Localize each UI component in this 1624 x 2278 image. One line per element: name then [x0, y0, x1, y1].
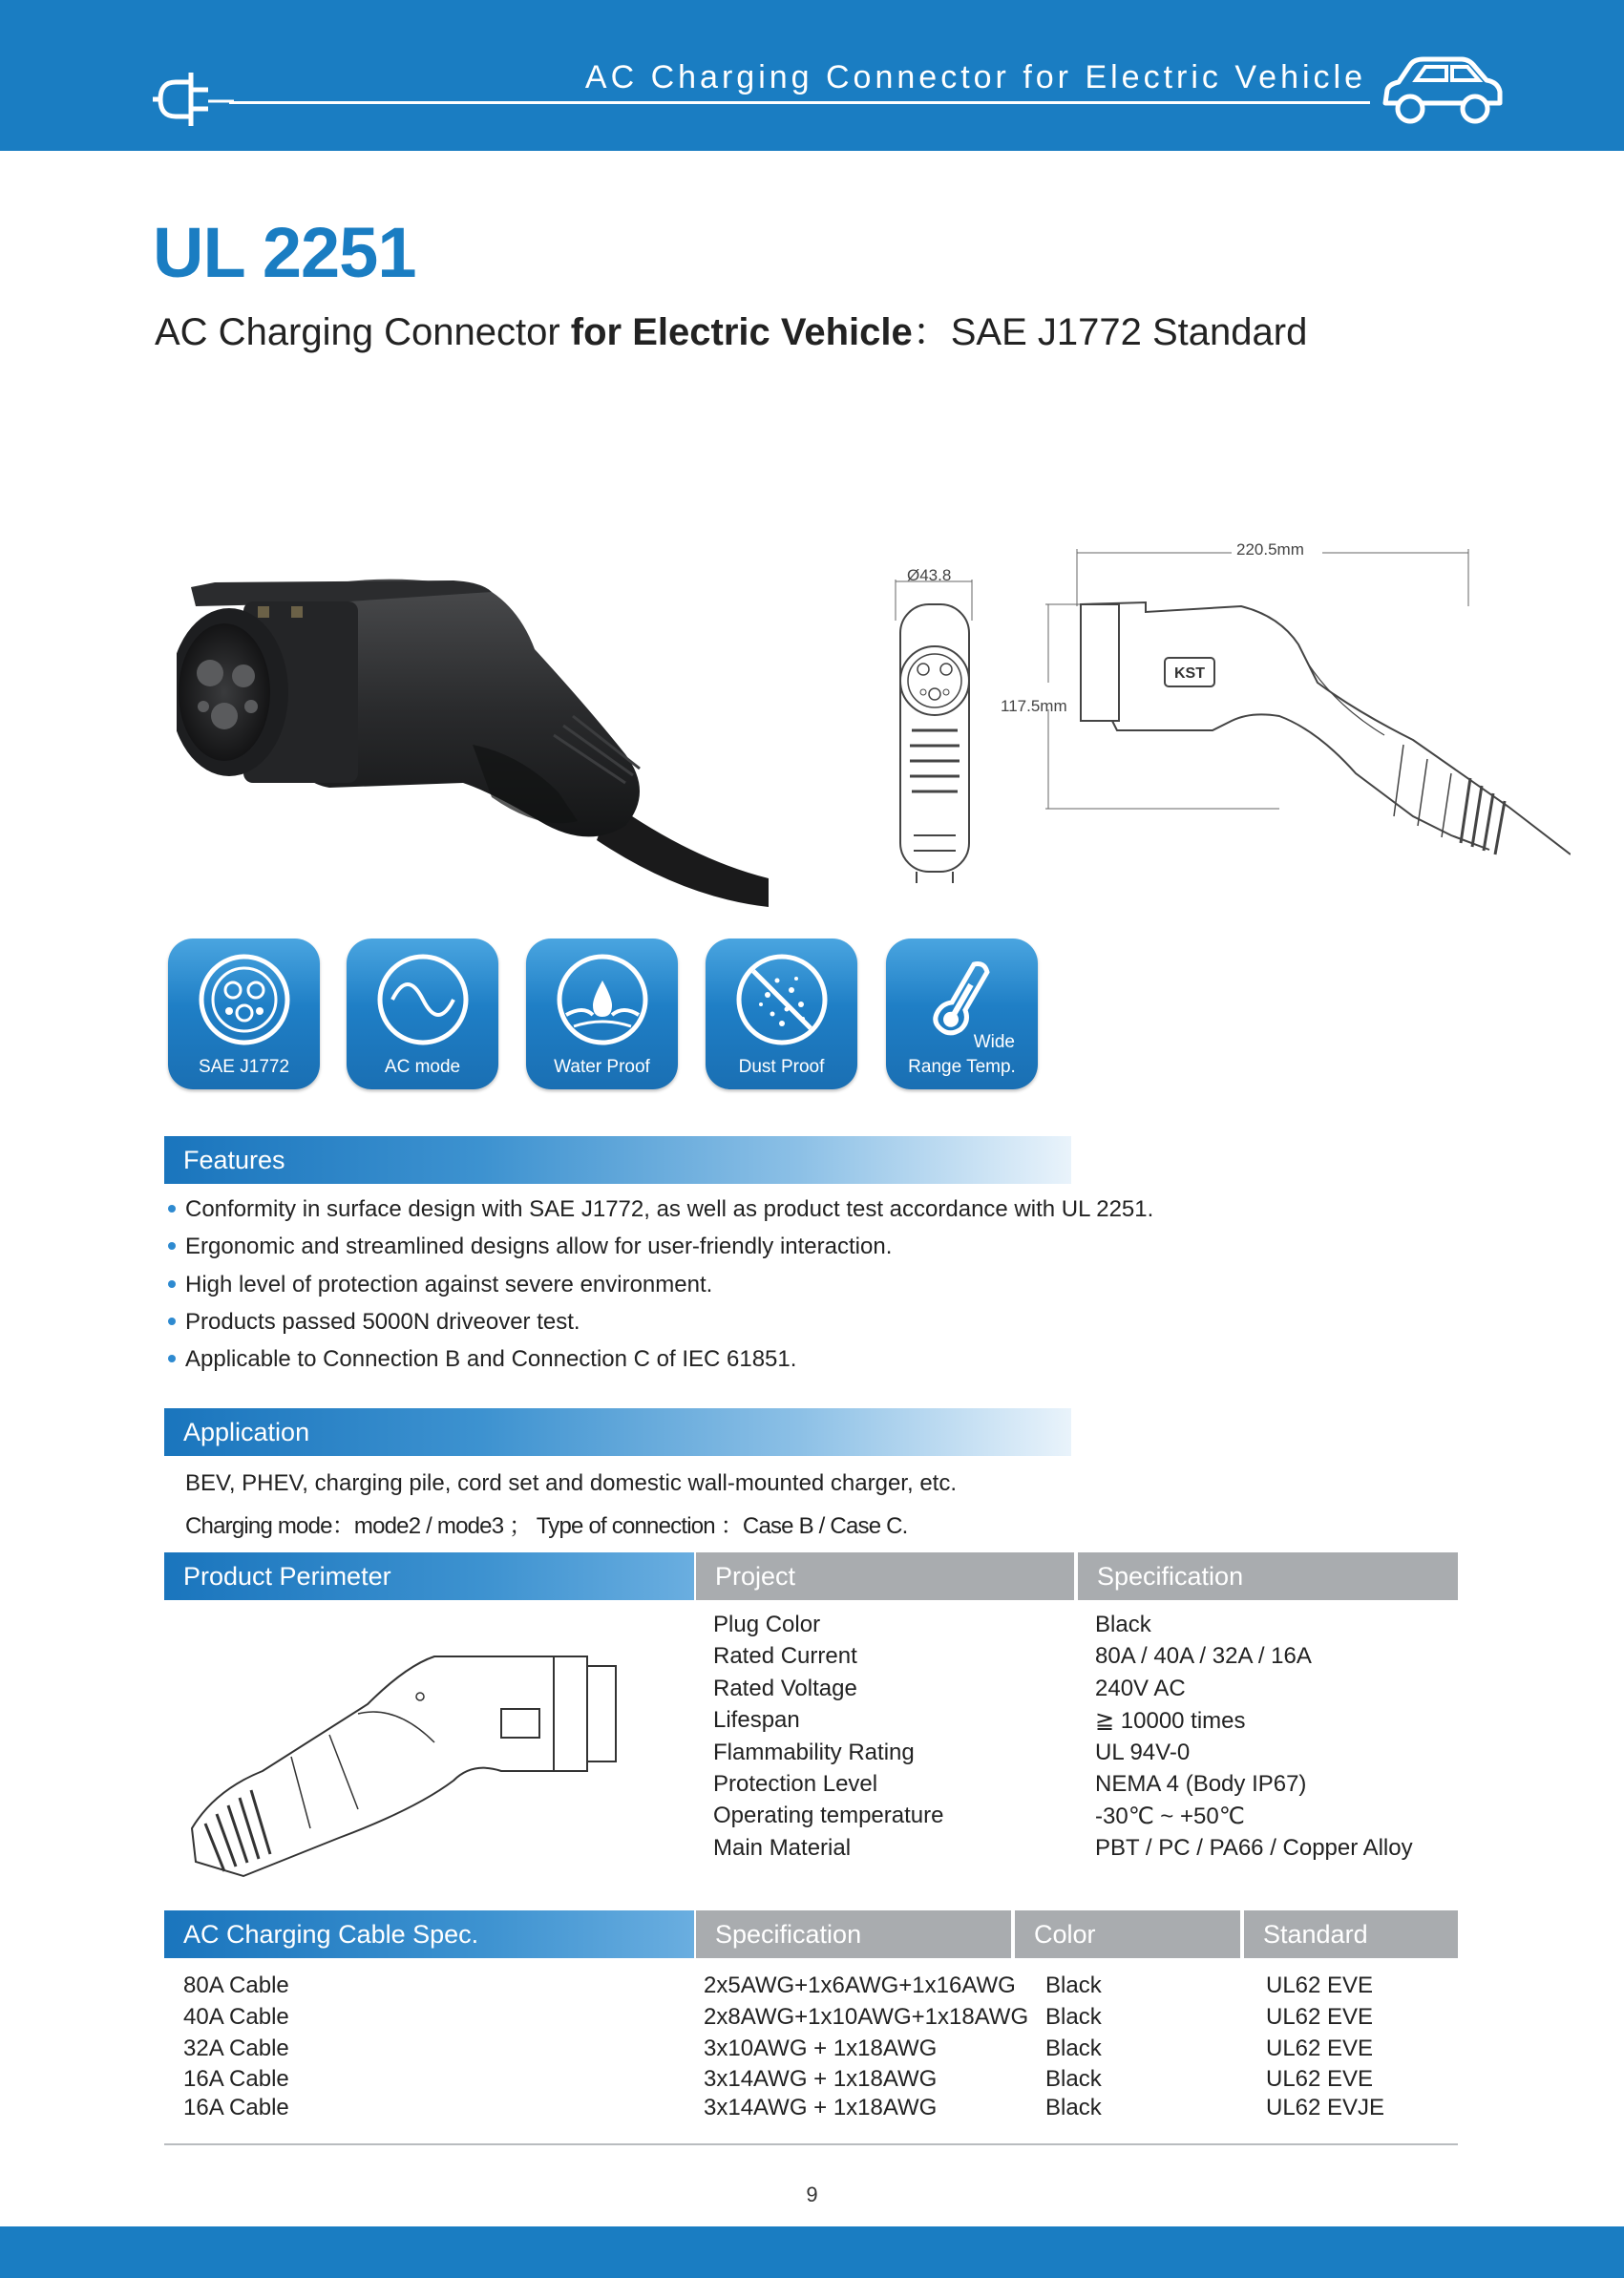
cable-color-cell: Black: [1045, 1972, 1102, 1998]
list-item: Applicable to Connection B and Connection C of IEC 61851.: [168, 1340, 1153, 1378]
cable-standard-cell: UL62 EVJE: [1266, 2095, 1385, 2120]
header-line: [229, 101, 1370, 104]
car-icon: [1380, 55, 1504, 127]
footer-bar: [0, 2226, 1624, 2278]
header-title: AC Charging Connector for Electric Vehicle: [584, 59, 1366, 95]
length-label: 220.5mm: [1236, 540, 1304, 559]
drawing-brand: KST: [1174, 665, 1205, 682]
cable-spec-cell: 3x10AWG + 1x18AWG: [704, 2035, 938, 2061]
perimeter-project-cell: Lifespan: [713, 1707, 800, 1734]
footer-rule: [164, 2143, 1458, 2145]
cable-standard-cell: UL62 EVE: [1266, 2066, 1374, 2092]
perimeter-spec-cell: 240V AC: [1095, 1675, 1186, 1701]
height-label: 117.5mm: [1001, 697, 1067, 715]
cable-spec-cell: 3x14AWG + 1x18AWG: [704, 2066, 938, 2092]
features-heading: Features: [164, 1136, 1071, 1184]
ac-mode-icon: [375, 952, 471, 1047]
cable-name-cell: 40A Cable: [183, 2004, 289, 2030]
product-photo: [177, 563, 769, 907]
plug-icon: [153, 69, 234, 130]
diameter-label: Ø43.8: [907, 566, 952, 584]
cable-standard-cell: UL62 EVE: [1266, 2004, 1374, 2030]
feature-icon-label: AC mode: [384, 1057, 461, 1077]
perimeter-project-cell: Flammability Rating: [713, 1739, 915, 1765]
water-proof-icon: [555, 952, 650, 1047]
perimeter-spec-cell: UL 94V-0: [1095, 1739, 1191, 1765]
features-list: [168, 1191, 1153, 1378]
feature-icon-label: Dust Proof: [738, 1057, 825, 1077]
list-item: High level of protection against severe environment.: [168, 1266, 1153, 1303]
sae-j1772-icon: [197, 952, 292, 1047]
perimeter-project-cell: Rated Voltage: [713, 1675, 857, 1701]
subtitle-part2: for Electric Vehicle: [570, 311, 913, 353]
cable-spec-cell: 2x8AWG+1x10AWG+1x18AWG: [704, 2004, 1029, 2030]
cable-name-cell: 16A Cable: [183, 2095, 289, 2120]
application-heading: Application: [164, 1408, 1071, 1456]
perimeter-spec-cell: PBT / PC / PA66 / Copper Alloy: [1095, 1834, 1413, 1861]
feature-icon-ac-mode: [347, 939, 498, 1089]
subtitle-part1: AC Charging Connector: [155, 311, 571, 353]
page-number: 9: [806, 2183, 818, 2206]
cable-color-cell: Black: [1045, 2095, 1102, 2120]
perimeter-spec-cell: ≧ 10000 times: [1095, 1708, 1246, 1735]
feature-icon-wide-range-temp: [886, 939, 1038, 1089]
feature-icon-dust-proof: [706, 939, 857, 1089]
cable-spec-cell: 2x5AWG+1x6AWG+1x16AWG: [704, 1972, 1016, 1998]
feature-icon-label: SAE J1772: [198, 1057, 290, 1077]
perimeter-col-project: Project: [696, 1552, 1074, 1600]
cable-name-cell: 80A Cable: [183, 1972, 289, 1998]
perimeter-heading: Product Perimeter: [164, 1552, 694, 1600]
perimeter-col-spec: Specification: [1078, 1552, 1458, 1600]
cable-spec-cell: 3x14AWG + 1x18AWG: [704, 2095, 938, 2120]
feature-icon-label: Water Proof: [554, 1057, 650, 1077]
cable-col-color: Color: [1015, 1910, 1240, 1958]
feature-icon-sae-j1772: [168, 939, 320, 1089]
perimeter-spec-cell: Black: [1095, 1612, 1151, 1637]
subtitle-part3: ：SAE J1772 Standard: [912, 311, 1308, 353]
perimeter-project-cell: Main Material: [713, 1834, 852, 1861]
perimeter-project-cell: Operating temperature: [713, 1803, 944, 1829]
cable-col-spec: Specification: [696, 1910, 1011, 1958]
perimeter-spec-cell: 80A / 40A / 32A / 16A: [1095, 1643, 1312, 1670]
drawing-side-view: [993, 539, 1571, 864]
list-item: Products passed 5000N driveover test.: [168, 1303, 1153, 1340]
feature-icon-label: Range Temp.: [908, 1057, 1016, 1077]
model-title: UL 2251: [153, 213, 416, 292]
subtitle: [155, 302, 1307, 356]
cable-color-cell: Black: [1045, 2066, 1102, 2092]
perimeter-project-cell: Rated Current: [713, 1643, 857, 1670]
feature-icon-label-top: Wide: [973, 1032, 1015, 1052]
cable-color-cell: Black: [1045, 2004, 1102, 2030]
feature-icon-water-proof: [526, 939, 678, 1089]
cable-name-cell: 16A Cable: [183, 2066, 289, 2092]
cable-color-cell: Black: [1045, 2035, 1102, 2061]
application-line-1: BEV, PHEV, charging pile, cord set and domestic wall-mounted charger, etc.: [185, 1470, 957, 1496]
perimeter-project-cell: Protection Level: [713, 1771, 878, 1797]
cable-standard-cell: UL62 EVE: [1266, 1972, 1374, 1998]
perimeter-project-cell: Plug Color: [713, 1612, 821, 1637]
cable-standard-cell: UL62 EVE: [1266, 2035, 1374, 2061]
list-item: Conformity in surface design with SAE J1772, as well as product test accordance with UL 2251.: [168, 1191, 1153, 1228]
cable-col-standard: Standard: [1244, 1910, 1458, 1958]
dust-proof-icon: [734, 952, 830, 1047]
drawing-front-view: [864, 559, 988, 883]
connector-outline-drawing: [186, 1647, 625, 1881]
perimeter-spec-cell: -30℃ ~ +50℃: [1095, 1803, 1245, 1830]
cable-heading: AC Charging Cable Spec.: [164, 1910, 694, 1958]
application-line-2: Charging mode：mode2 / mode3 ； Type of connection ：Case B / Case C.: [185, 1513, 908, 1539]
list-item: Ergonomic and streamlined designs allow for user-friendly interaction.: [168, 1228, 1153, 1265]
perimeter-spec-cell: NEMA 4 (Body IP67): [1095, 1771, 1307, 1797]
cable-name-cell: 32A Cable: [183, 2035, 289, 2061]
